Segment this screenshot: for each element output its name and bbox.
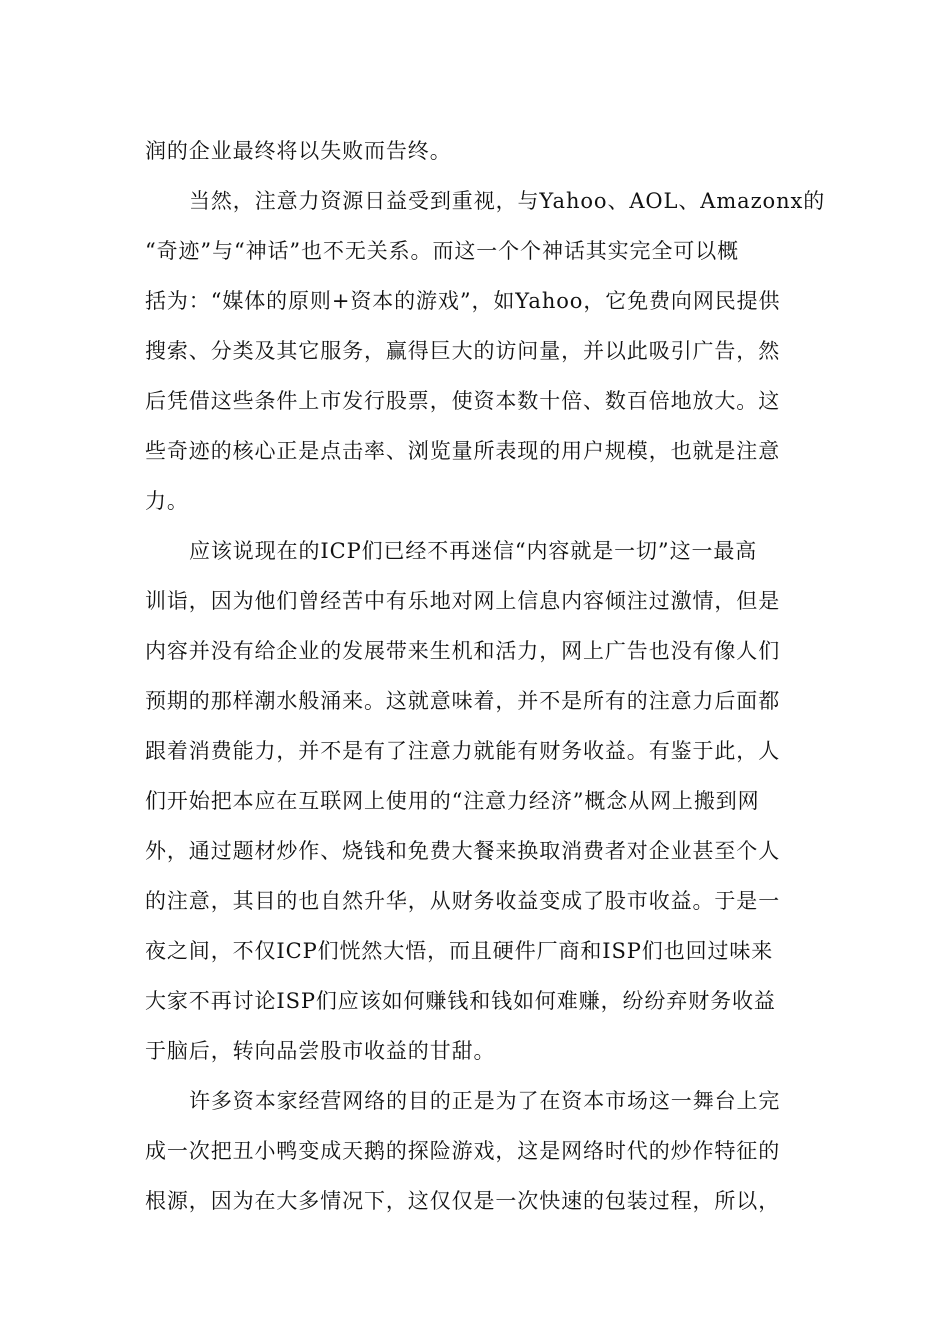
text-line: 外，通过题材炒作、烧钱和免费大餐来换取消费者对企业甚至个人 [145, 839, 781, 863]
text-line: 夜之间，不仅ICP们恍然大悟，而且硬件厂商和ISP们也回过味来 [145, 939, 774, 963]
text-line: 括为：“媒体的原则+资本的游戏”，如Yahoo，它免费向网民提供 [145, 289, 781, 313]
text-line: 润的企业最终将以失败而告终。 [145, 139, 452, 163]
text-line: “奇迹”与“神话”也不无关系。而这一个个神话其实完全可以概 [145, 239, 740, 263]
text-line: 根源，因为在大多情况下，这仅仅是一次快速的包装过程，所以， [145, 1189, 781, 1213]
text-line: 训诣，因为他们曾经苦中有乐地对网上信息内容倾注过激情，但是 [145, 589, 781, 613]
text-line: 应该说现在的ICP们已经不再迷信“内容就是一切”这一最高 [189, 539, 758, 563]
text-line: 内容并没有给企业的发展带来生机和活力，网上广告也没有像人们 [145, 639, 781, 663]
text-line: 搜索、分类及其它服务，赢得巨大的访问量，并以此吸引广告，然 [145, 339, 781, 363]
text-line: 些奇迹的核心正是点击率、浏览量所表现的用户规模，也就是注意 [145, 439, 781, 463]
text-line: 力。 [145, 489, 189, 513]
text-line: 后凭借这些条件上市发行股票，使资本数十倍、数百倍地放大。这 [145, 389, 781, 413]
text-line: 大家不再讨论ISP们应该如何赚钱和钱如何难赚，纷纷弃财务收益 [145, 989, 776, 1013]
text-line: 预期的那样潮水般涌来。这就意味着，并不是所有的注意力后面都 [145, 689, 781, 713]
body-text [145, 126, 826, 1226]
text-line: 当然，注意力资源日益受到重视，与Yahoo、AOL、Amazonx的 [189, 189, 826, 213]
text-line: 们开始把本应在互联网上使用的“注意力经济”概念从网上搬到网 [145, 789, 760, 813]
text-line: 于脑后，转向品尝股市收益的甘甜。 [145, 1039, 496, 1063]
text-line: 许多资本家经营网络的目的正是为了在资本市场这一舞台上完 [189, 1089, 781, 1113]
text-line: 成一次把丑小鸭变成天鹅的探险游戏，这是网络时代的炒作特征的 [145, 1139, 781, 1163]
text-line: 跟着消费能力，并不是有了注意力就能有财务收益。有鉴于此，人 [145, 739, 781, 763]
text-line: 的注意，其目的也自然升华，从财务收益变成了股市收益。于是一 [145, 889, 781, 913]
